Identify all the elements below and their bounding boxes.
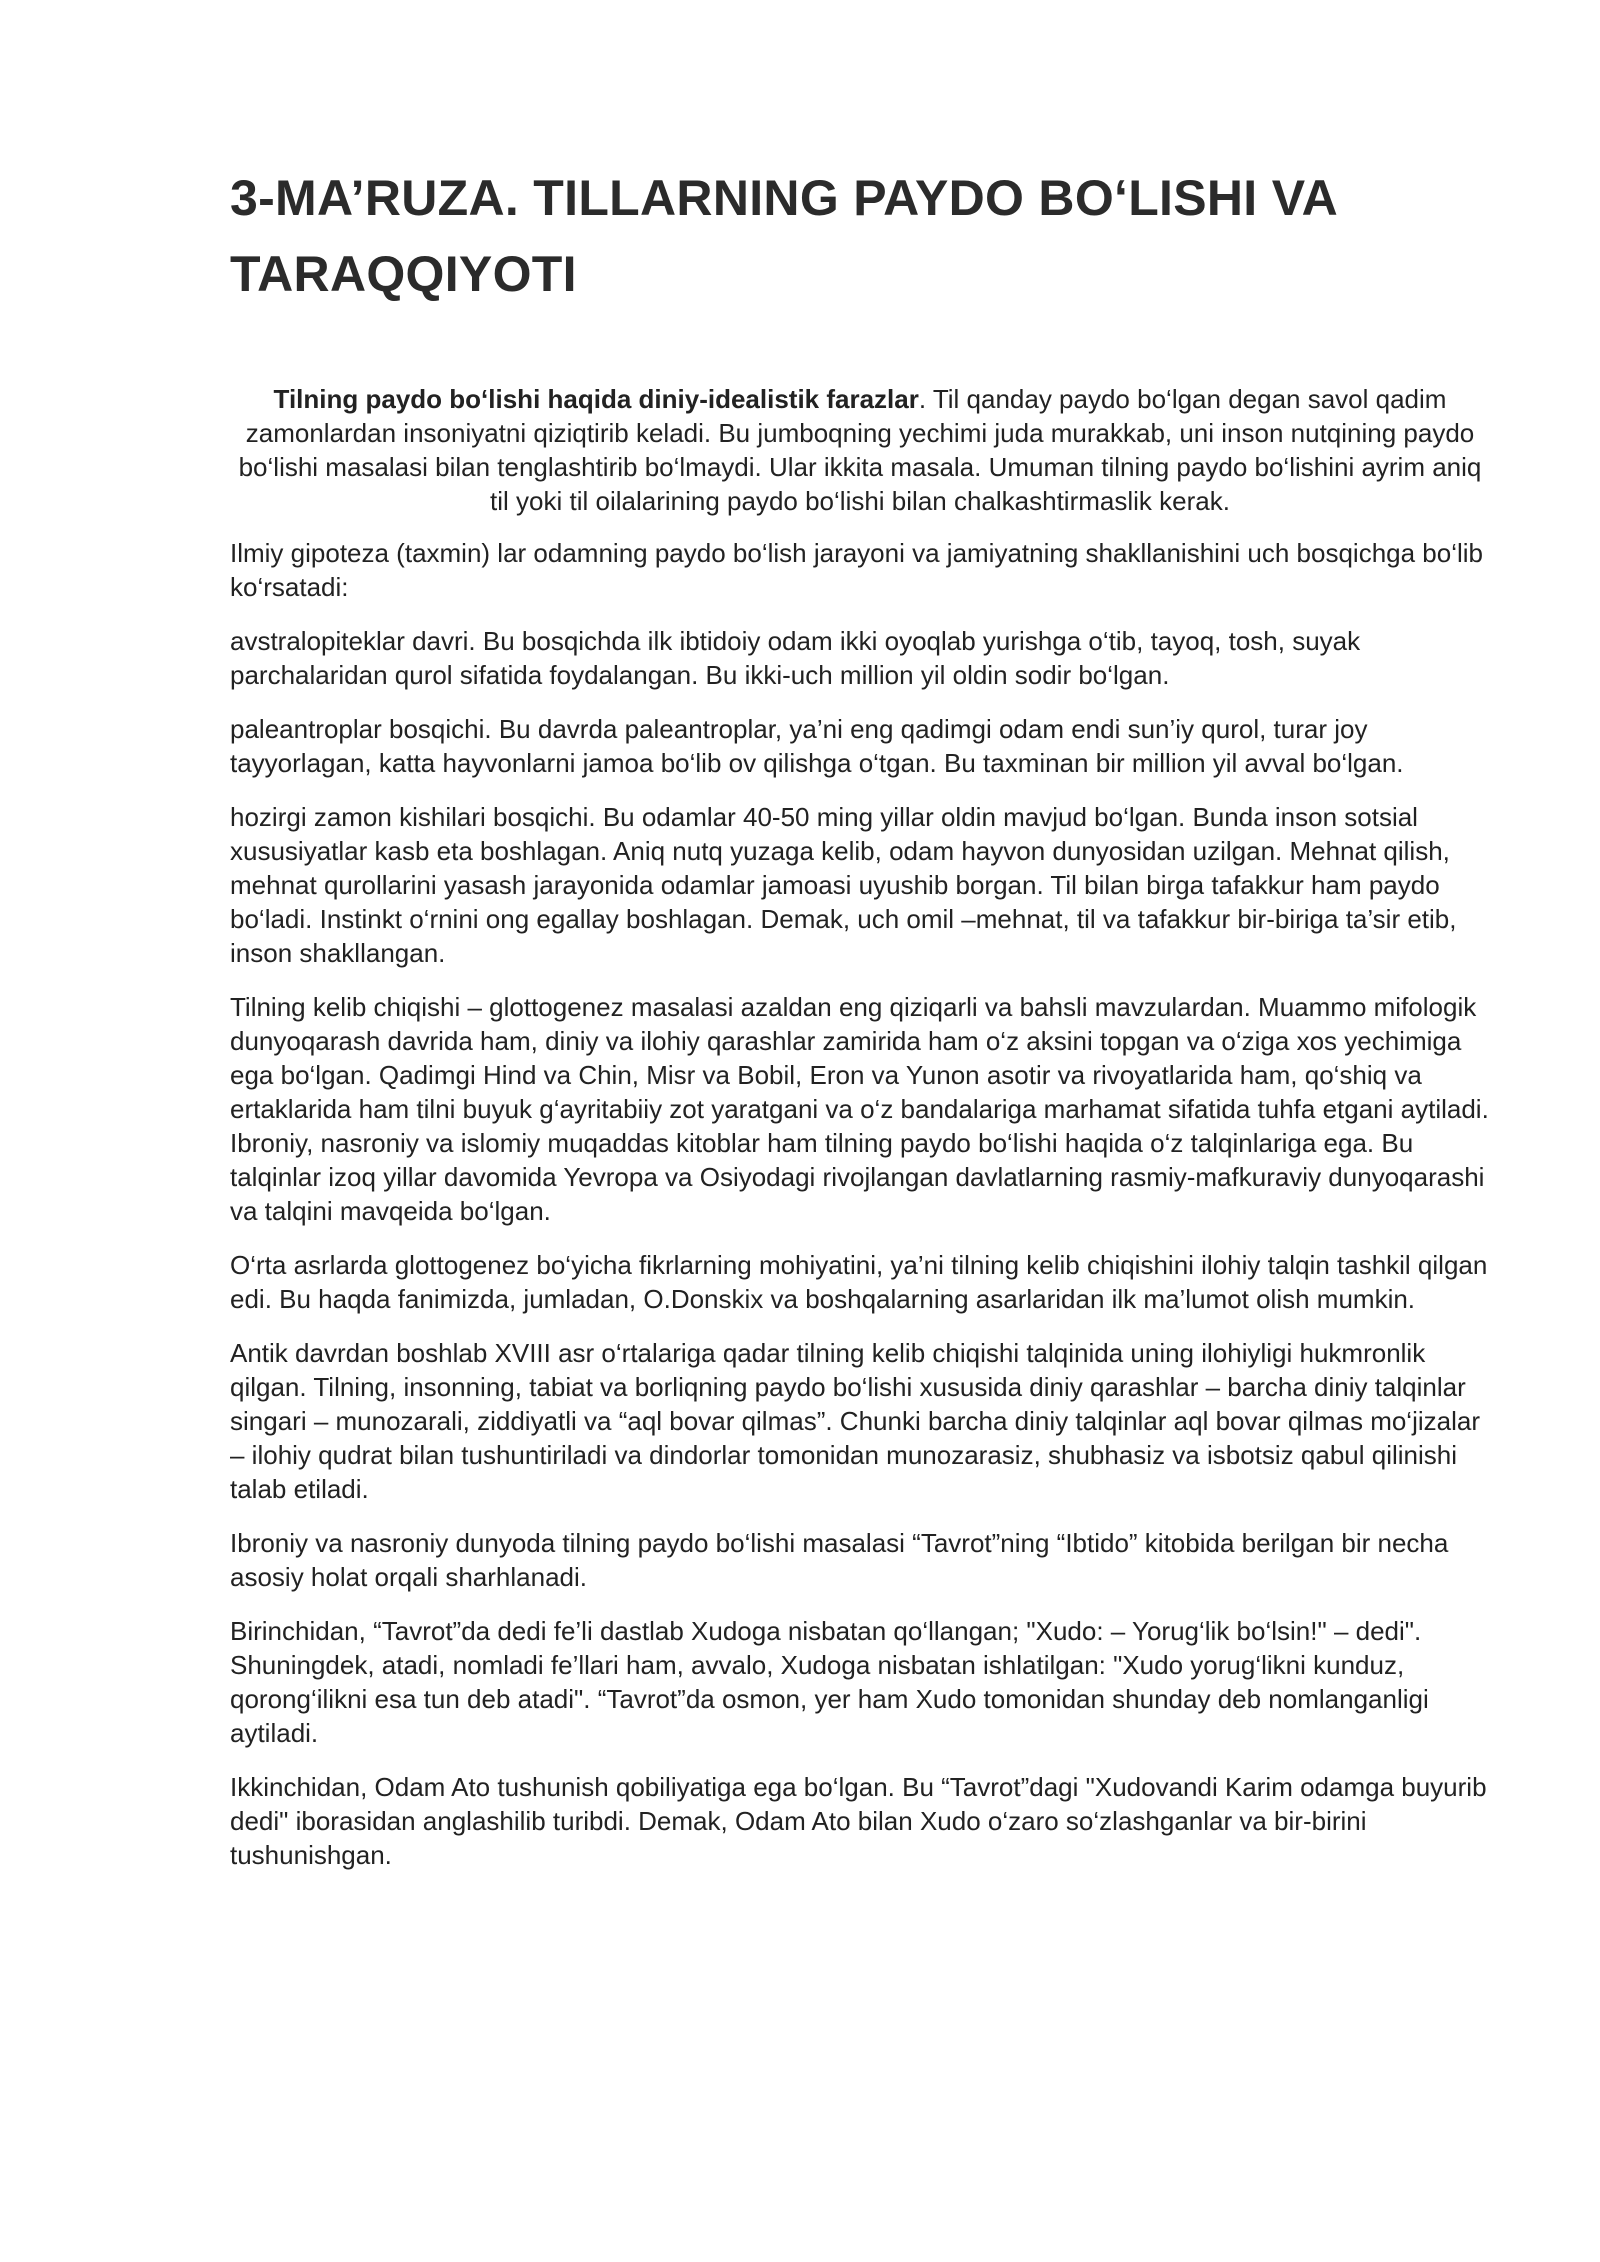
document-page — [230, 160, 1490, 1892]
paragraph-paleoanthropes: paleantroplar bosqichi. Bu davrda paleantroplar, ya’ni eng qadimgi odam endi sun’iy qurol, turar joy tayyorlagan, katta hayvonlarni jamoa bo‘lib ov qilishga o‘tgan. Bu taxminan bir million yil avval bo‘lgan. — [230, 714, 1404, 778]
intro-lead: Tilning paydo bo‘lishi haqida diniy-idealistik farazlar — [273, 384, 919, 414]
paragraph-modern-humans: hozirgi zamon kishilari bosqichi. Bu odamlar 40-50 ming yillar oldin mavjud bo‘lgan. Bunda inson sotsial xususiyatlar kasb eta boshlagan. Aniq nutq yuzaga kelib, odam hayvon dunyosidan uzilgan. Mehnat qilish, mehnat qurollarini yasash jarayonida odamlar jamoasi uyushib borgan. Til bilan birga tafakkur ham paydo bo‘ladi. Instinkt o‘rnini ong egallay boshlagan. Demak, uch omil –mehnat, til va tafakkur bir-biriga ta’sir etib, inson shakllangan. — [230, 802, 1457, 968]
paragraph-australopithecus: avstralopiteklar davri. Bu bosqichda ilk ibtidoiy odam ikki oyoqlab yurishga o‘tib, tayoq, tosh, suyak parchalaridan qurol sifatida foydalangan. Bu ikki-uch million yil oldin sodir bo‘lgan. — [230, 626, 1361, 690]
paragraph-middle-ages: O‘rta asrlarda glottogenez bo‘yicha fikrlarning mohiyatini, ya’ni tilning kelib chiqishini ilohiy talqin tashkil qilgan edi. Bu haqda fanimizda, jumladan, O.Donskix va boshqalarning asarlaridan ilk ma’lumot olish mumkin. — [230, 1250, 1488, 1314]
intro-paragraph — [230, 382, 1490, 518]
paragraph-glottogenesis: Tilning kelib chiqishi – glottogenez masalasi azaldan eng qiziqarli va bahsli mavzulardan. Muammo mifologik dunyoqarash davrida ham, diniy va ilohiy qarashlar zamirida ham o‘z aksini topgan va o‘ziga xos yechimiga ega bo‘lgan. Qadimgi Hind va Chin, Misr va Bobil, Eron va Yunon asotir va rivoyatlarida ham, qo‘shiq va ertaklarida ham tilni buyuk g‘ayritabiiy zot yaratgani va o‘z bandalariga marhamat sifatida tuhfa etgani aytiladi. Ibroniy, nasroniy va islomiy muqaddas kitoblar ham tilning paydo bo‘lishi haqida o‘z talqinlariga ega. Bu talqinlar izoq yillar davomida Yevropa va Osiyodagi rivojlangan davlatlarning rasmiy-mafkuraviy dunyoqarashi va talqini mavqeida bo‘lgan. — [230, 992, 1489, 1226]
paragraph-antiquity: Antik davrdan boshlab XVIII asr o‘rtalariga qadar tilning kelib chiqishi talqinida uning ilohiyligi hukmronlik qilgan. Tilning, insonning, tabiat va borliqning paydo bo‘lishi xususida diniy qarashlar – barcha diniy talqinlar singari – munozarali, ziddiyatli va “aql bovar qilmas”. Chunki barcha diniy talqinlar aql bovar qilmas mo‘jizalar – ilohiy qudrat bilan tushuntiriladi va dindorlar tomonidan munozarasiz, shubhasiz va isbotsiz qabul qilinishi talab etiladi. — [230, 1338, 1480, 1504]
paragraph-tavrot-intro: Ibroniy va nasroniy dunyoda tilning paydo bo‘lishi masalasi “Tavrot”ning “Ibtido” kitobida berilgan bir necha asosiy holat orqali sharhlanadi. — [230, 1528, 1449, 1592]
paragraph-hypothesis: Ilmiy gipoteza (taxmin) lar odamning paydo bo‘lish jarayoni va jamiyatning shakllanishini uch bosqichga bo‘lib ko‘rsatadi: — [230, 538, 1484, 602]
paragraph-first-point: Birinchidan, “Tavrot”da dedi fe’li dastlab Xudoga nisbatan qo‘llangan; "Xudo: – Yorug‘lik bo‘lsin!" – dedi". Shuningdek, atadi, nomladi fe’llari ham, avvalo, Xudoga nisbatan ishlatilgan: "Xudo yorug‘likni kunduz, qorong‘ilikni esa tun deb atadi". “Tavrot”da osmon, yer ham Xudo tomonidan shunday deb nomlanganligi aytiladi. — [230, 1616, 1429, 1748]
intro-text: . Til qanday paydo bo‘lgan degan savol qadim zamonlardan insoniyatni qiziqtirib keladi. Bu jumboqning yechimi juda murakkab, uni inson nutqining paydo bo‘lishi masalasi bilan tenglashtirib bo‘lmaydi. Ular ikkita masala. Umuman tilning paydo bo‘lishini ayrim aniq til yoki til oilalarining paydo bo‘lishi bilan chalkashtirmaslik kerak. — [238, 384, 1482, 516]
paragraph-second-point: Ikkinchidan, Odam Ato tushunish qobiliyatiga ega bo‘lgan. Bu “Tavrot”dagi "Xudovandi Karim odamga buyurib dedi" iborasidan anglashilib turibdi. Demak, Odam Ato bilan Xudo o‘zaro so‘zlashganlar va bir-birini tushunishgan. — [230, 1772, 1487, 1870]
page-title: 3-MA’RUZA. TILLARNING PAYDO BO‘LISHI VA TARAQQIYOTI — [230, 170, 1337, 302]
